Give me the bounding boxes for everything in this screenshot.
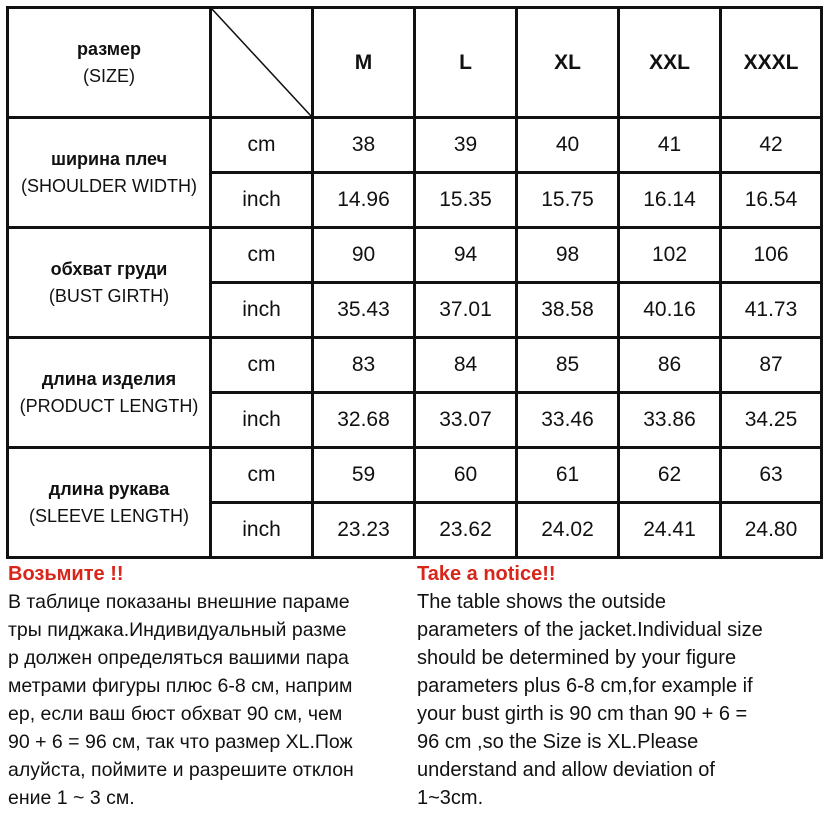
size-l: L xyxy=(415,8,517,118)
value-cell: 87 xyxy=(721,338,822,393)
value-cell: 24.41 xyxy=(619,503,721,558)
value-cell: 23.62 xyxy=(415,503,517,558)
measurement-name-cell xyxy=(8,338,211,448)
value-cell: 106 xyxy=(721,228,822,283)
size-xl: XL xyxy=(517,8,619,118)
notice-ru-line: ение 1 ~ 3 см. xyxy=(8,787,135,809)
notice-ru-line: В таблице показаны внешние параме xyxy=(8,591,350,613)
notice-en-title: Take a notice!! xyxy=(417,563,556,585)
value-cell: 15.35 xyxy=(415,173,517,228)
notice-ru-title: Возьмите !! xyxy=(8,563,124,585)
value-cell: 102 xyxy=(619,228,721,283)
value-cell: 40 xyxy=(517,118,619,173)
notice-ru-line: алуйста, поймите и разрешите отклон xyxy=(8,759,354,781)
unit-cell: inch xyxy=(211,393,313,448)
unit-cell: cm xyxy=(211,118,313,173)
measurement-name-en: (BUST GIRTH) xyxy=(48,285,170,306)
notice-ru-line: ер, если ваш бюст обхват 90 см, чем xyxy=(8,703,343,725)
size-xxxl: XXXL xyxy=(721,8,822,118)
value-cell: 86 xyxy=(619,338,721,393)
size-xxl: XXL xyxy=(619,8,721,118)
measurement-name-cell xyxy=(8,448,211,558)
diagonal-line xyxy=(212,9,311,116)
measurement-row xyxy=(8,228,822,283)
measurement-name-ru: длина рукава xyxy=(48,478,170,499)
value-cell: 41 xyxy=(619,118,721,173)
value-cell: 37.01 xyxy=(415,283,517,338)
value-cell: 14.96 xyxy=(313,173,415,228)
size-label-en: (SIZE) xyxy=(83,65,135,86)
measurement-name-en: (SHOULDER WIDTH) xyxy=(21,175,197,196)
value-cell: 61 xyxy=(517,448,619,503)
size-m: M xyxy=(313,8,415,118)
measurement-name-ru: ширина плеч xyxy=(50,148,168,169)
unit-cell: inch xyxy=(211,503,313,558)
unit-cell: inch xyxy=(211,283,313,338)
value-cell: 32.68 xyxy=(313,393,415,448)
value-cell: 35.43 xyxy=(313,283,415,338)
notice-en-line: 1~3cm. xyxy=(417,787,484,809)
notice-en-line: should be determined by your figure xyxy=(417,647,737,669)
value-cell: 98 xyxy=(517,228,619,283)
notice-en-line: parameters plus 6-8 cm,for example if xyxy=(417,675,753,697)
value-cell: 94 xyxy=(415,228,517,283)
value-cell: 90 xyxy=(313,228,415,283)
measurement-row xyxy=(8,118,822,173)
measurement-row xyxy=(8,338,822,393)
value-cell: 24.02 xyxy=(517,503,619,558)
notice-ru xyxy=(8,560,408,812)
notice-en xyxy=(417,560,821,812)
value-cell: 83 xyxy=(313,338,415,393)
value-cell: 16.14 xyxy=(619,173,721,228)
value-cell: 15.75 xyxy=(517,173,619,228)
value-cell: 60 xyxy=(415,448,517,503)
measurement-name-en: (PRODUCT LENGTH) xyxy=(19,395,199,416)
size-label-ru: размер xyxy=(76,38,142,59)
measurement-row xyxy=(8,448,822,503)
value-cell: 33.46 xyxy=(517,393,619,448)
value-cell: 16.54 xyxy=(721,173,822,228)
notice-en-line: The table shows the outside xyxy=(417,591,667,613)
notice-en-line: parameters of the jacket.Individual size xyxy=(417,619,763,641)
measurement-name-en: (SLEEVE LENGTH) xyxy=(28,505,190,526)
value-cell: 33.86 xyxy=(619,393,721,448)
notice-ru-line: метрами фигуры плюс 6-8 см, наприм xyxy=(8,675,353,697)
header-row xyxy=(8,8,822,118)
value-cell: 59 xyxy=(313,448,415,503)
value-cell: 24.80 xyxy=(721,503,822,558)
notice-ru-line: 90 + 6 = 96 см, так что размер XL.Пож xyxy=(8,731,353,753)
value-cell: 34.25 xyxy=(721,393,822,448)
unit-cell: cm xyxy=(211,228,313,283)
size-chart-table xyxy=(6,6,823,559)
measurement-name-cell xyxy=(8,228,211,338)
unit-cell: inch xyxy=(211,173,313,228)
size-header-cell xyxy=(8,8,211,118)
notice-en-line: 96 cm ,so the Size is XL.Please xyxy=(417,731,699,753)
value-cell: 41.73 xyxy=(721,283,822,338)
measurement-name-cell xyxy=(8,118,211,228)
value-cell: 39 xyxy=(415,118,517,173)
notice-en-line: your bust girth is 90 cm than 90 + 6 = xyxy=(417,703,748,725)
value-cell: 62 xyxy=(619,448,721,503)
value-cell: 23.23 xyxy=(313,503,415,558)
notice-ru-line: р должен определяться вашими пара xyxy=(8,647,349,669)
value-cell: 40.16 xyxy=(619,283,721,338)
value-cell: 38.58 xyxy=(517,283,619,338)
value-cell: 38 xyxy=(313,118,415,173)
notice-en-line: understand and allow deviation of xyxy=(417,759,715,781)
value-cell: 63 xyxy=(721,448,822,503)
value-cell: 42 xyxy=(721,118,822,173)
value-cell: 85 xyxy=(517,338,619,393)
unit-cell: cm xyxy=(211,338,313,393)
diagonal-header-cell xyxy=(211,8,313,118)
unit-cell: cm xyxy=(211,448,313,503)
notice-ru-line: тры пиджака.Индивидуальный разме xyxy=(8,619,347,641)
value-cell: 84 xyxy=(415,338,517,393)
measurement-name-ru: обхват груди xyxy=(50,258,168,279)
value-cell: 33.07 xyxy=(415,393,517,448)
measurement-name-ru: длина изделия xyxy=(41,368,177,389)
